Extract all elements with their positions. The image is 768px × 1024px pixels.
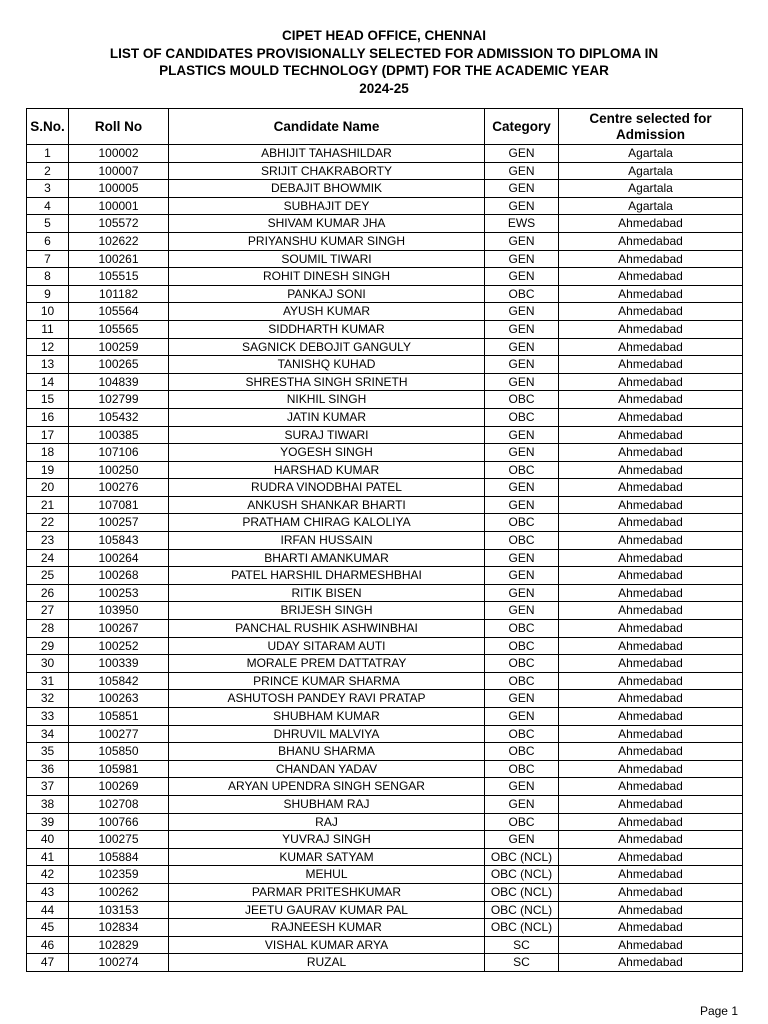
cell-roll-no: 105564 xyxy=(69,303,169,321)
cell-roll-no: 100265 xyxy=(69,356,169,374)
table-row xyxy=(27,584,743,602)
table-row xyxy=(27,690,743,708)
table-row xyxy=(27,444,743,462)
cell-category: GEN xyxy=(485,303,559,321)
cell-roll-no: 100001 xyxy=(69,197,169,215)
table-row xyxy=(27,672,743,690)
cell-sno: 2 xyxy=(27,162,69,180)
table-row xyxy=(27,936,743,954)
cell-category: OBC xyxy=(485,532,559,550)
table-row xyxy=(27,831,743,849)
cell-category: GEN xyxy=(485,567,559,585)
cell-centre: Ahmedabad xyxy=(559,373,743,391)
cell-centre: Ahmedabad xyxy=(559,848,743,866)
cell-centre: Ahmedabad xyxy=(559,901,743,919)
cell-centre: Ahmedabad xyxy=(559,549,743,567)
table-row xyxy=(27,883,743,901)
cell-candidate-name: BRIJESH SINGH xyxy=(169,602,485,620)
cell-candidate-name: TANISHQ KUHAD xyxy=(169,356,485,374)
cell-centre: Ahmedabad xyxy=(559,250,743,268)
cell-category: OBC xyxy=(485,408,559,426)
cell-centre: Ahmedabad xyxy=(559,637,743,655)
cell-candidate-name: CHANDAN YADAV xyxy=(169,760,485,778)
cell-sno: 46 xyxy=(27,936,69,954)
table-row xyxy=(27,725,743,743)
table-row xyxy=(27,496,743,514)
cell-roll-no: 100267 xyxy=(69,620,169,638)
table-row xyxy=(27,655,743,673)
cell-sno: 33 xyxy=(27,708,69,726)
cell-centre: Ahmedabad xyxy=(559,532,743,550)
table-row xyxy=(27,866,743,884)
cell-sno: 28 xyxy=(27,620,69,638)
cell-sno: 16 xyxy=(27,408,69,426)
cell-sno: 8 xyxy=(27,268,69,286)
cell-category: GEN xyxy=(485,338,559,356)
cell-sno: 4 xyxy=(27,197,69,215)
cell-roll-no: 102708 xyxy=(69,795,169,813)
table-row xyxy=(27,250,743,268)
cell-category: OBC xyxy=(485,285,559,303)
cell-roll-no: 100253 xyxy=(69,584,169,602)
cell-centre: Ahmedabad xyxy=(559,444,743,462)
cell-roll-no: 102829 xyxy=(69,936,169,954)
cell-centre: Ahmedabad xyxy=(559,954,743,972)
cell-centre: Ahmedabad xyxy=(559,303,743,321)
table-row xyxy=(27,620,743,638)
cell-category: OBC xyxy=(485,743,559,761)
cell-sno: 1 xyxy=(27,145,69,163)
title-line-1: CIPET HEAD OFFICE, CHENNAI xyxy=(281,28,486,43)
table-row xyxy=(27,760,743,778)
cell-candidate-name: JATIN KUMAR xyxy=(169,408,485,426)
table-row xyxy=(27,567,743,585)
column-header-candidate-name: Candidate Name xyxy=(169,109,485,145)
cell-centre: Ahmedabad xyxy=(559,602,743,620)
table-row xyxy=(27,532,743,550)
cell-roll-no: 100263 xyxy=(69,690,169,708)
cell-centre: Ahmedabad xyxy=(559,567,743,585)
cell-category: GEN xyxy=(485,795,559,813)
table-body xyxy=(27,145,743,972)
table-row xyxy=(27,813,743,831)
cell-sno: 21 xyxy=(27,496,69,514)
cell-roll-no: 102799 xyxy=(69,391,169,409)
cell-roll-no: 105565 xyxy=(69,320,169,338)
cell-sno: 40 xyxy=(27,831,69,849)
cell-sno: 45 xyxy=(27,919,69,937)
cell-centre: Ahmedabad xyxy=(559,426,743,444)
cell-sno: 37 xyxy=(27,778,69,796)
cell-sno: 41 xyxy=(27,848,69,866)
candidates-table xyxy=(26,108,743,972)
cell-category: OBC xyxy=(485,391,559,409)
cell-category: GEN xyxy=(485,778,559,796)
cell-roll-no: 100269 xyxy=(69,778,169,796)
cell-candidate-name: YUVRAJ SINGH xyxy=(169,831,485,849)
table-row xyxy=(27,602,743,620)
cell-sno: 15 xyxy=(27,391,69,409)
cell-sno: 12 xyxy=(27,338,69,356)
cell-roll-no: 100259 xyxy=(69,338,169,356)
cell-category: GEN xyxy=(485,373,559,391)
table-row xyxy=(27,901,743,919)
cell-centre: Ahmedabad xyxy=(559,338,743,356)
table-row xyxy=(27,215,743,233)
column-header-centre: Centre selected for Admission xyxy=(559,109,743,145)
cell-roll-no: 105884 xyxy=(69,848,169,866)
cell-roll-no: 100261 xyxy=(69,250,169,268)
cell-category: GEN xyxy=(485,320,559,338)
cell-centre: Ahmedabad xyxy=(559,866,743,884)
cell-candidate-name: ROHIT DINESH SINGH xyxy=(169,268,485,286)
cell-centre: Ahmedabad xyxy=(559,391,743,409)
cell-sno: 22 xyxy=(27,514,69,532)
cell-candidate-name: HARSHAD KUMAR xyxy=(169,461,485,479)
cell-sno: 23 xyxy=(27,532,69,550)
cell-category: SC xyxy=(485,954,559,972)
table-row xyxy=(27,232,743,250)
cell-roll-no: 102834 xyxy=(69,919,169,937)
cell-candidate-name: PANKAJ SONI xyxy=(169,285,485,303)
cell-category: OBC (NCL) xyxy=(485,901,559,919)
cell-category: GEN xyxy=(485,250,559,268)
cell-centre: Ahmedabad xyxy=(559,408,743,426)
table-row xyxy=(27,426,743,444)
cell-category: GEN xyxy=(485,268,559,286)
cell-roll-no: 100252 xyxy=(69,637,169,655)
cell-centre: Ahmedabad xyxy=(559,936,743,954)
cell-candidate-name: RUZAL xyxy=(169,954,485,972)
table-row xyxy=(27,303,743,321)
cell-roll-no: 100268 xyxy=(69,567,169,585)
cell-category: OBC (NCL) xyxy=(485,866,559,884)
cell-category: GEN xyxy=(485,162,559,180)
table-row xyxy=(27,954,743,972)
table-row xyxy=(27,461,743,479)
cell-category: GEN xyxy=(485,708,559,726)
cell-centre: Ahmedabad xyxy=(559,479,743,497)
cell-sno: 32 xyxy=(27,690,69,708)
cell-category: GEN xyxy=(485,549,559,567)
cell-category: GEN xyxy=(485,180,559,198)
table-row xyxy=(27,338,743,356)
cell-centre: Ahmedabad xyxy=(559,285,743,303)
cell-roll-no: 100262 xyxy=(69,883,169,901)
cell-candidate-name: RAJNEESH KUMAR xyxy=(169,919,485,937)
cell-centre: Ahmedabad xyxy=(559,496,743,514)
cell-centre: Agartala xyxy=(559,180,743,198)
cell-candidate-name: NIKHIL SINGH xyxy=(169,391,485,409)
cell-roll-no: 102622 xyxy=(69,232,169,250)
cell-candidate-name: YOGESH SINGH xyxy=(169,444,485,462)
cell-category: GEN xyxy=(485,496,559,514)
cell-category: GEN xyxy=(485,356,559,374)
table-row xyxy=(27,708,743,726)
cell-candidate-name: SHIVAM KUMAR JHA xyxy=(169,215,485,233)
cell-roll-no: 102359 xyxy=(69,866,169,884)
table-row xyxy=(27,637,743,655)
cell-sno: 39 xyxy=(27,813,69,831)
cell-candidate-name: RAJ xyxy=(169,813,485,831)
cell-candidate-name: SAGNICK DEBOJIT GANGULY xyxy=(169,338,485,356)
cell-sno: 17 xyxy=(27,426,69,444)
cell-centre: Ahmedabad xyxy=(559,356,743,374)
cell-sno: 30 xyxy=(27,655,69,673)
cell-sno: 13 xyxy=(27,356,69,374)
cell-candidate-name: KUMAR SATYAM xyxy=(169,848,485,866)
cell-category: GEN xyxy=(485,831,559,849)
table-row xyxy=(27,268,743,286)
cell-centre: Ahmedabad xyxy=(559,883,743,901)
cell-sno: 20 xyxy=(27,479,69,497)
cell-roll-no: 100002 xyxy=(69,145,169,163)
cell-sno: 6 xyxy=(27,232,69,250)
cell-category: EWS xyxy=(485,215,559,233)
cell-sno: 19 xyxy=(27,461,69,479)
cell-candidate-name: SHUBHAM RAJ xyxy=(169,795,485,813)
cell-candidate-name: MORALE PREM DATTATRAY xyxy=(169,655,485,673)
cell-centre: Ahmedabad xyxy=(559,795,743,813)
cell-candidate-name: SRIJIT CHAKRABORTY xyxy=(169,162,485,180)
cell-sno: 18 xyxy=(27,444,69,462)
table-row xyxy=(27,145,743,163)
table-row xyxy=(27,180,743,198)
cell-candidate-name: JEETU GAURAV KUMAR PAL xyxy=(169,901,485,919)
cell-category: OBC (NCL) xyxy=(485,919,559,937)
cell-category: GEN xyxy=(485,690,559,708)
cell-candidate-name: VISHAL KUMAR ARYA xyxy=(169,936,485,954)
table-row xyxy=(27,848,743,866)
cell-roll-no: 101182 xyxy=(69,285,169,303)
cell-sno: 3 xyxy=(27,180,69,198)
cell-roll-no: 100275 xyxy=(69,831,169,849)
cell-centre: Agartala xyxy=(559,145,743,163)
table-row xyxy=(27,373,743,391)
cell-sno: 27 xyxy=(27,602,69,620)
cell-sno: 35 xyxy=(27,743,69,761)
cell-centre: Ahmedabad xyxy=(559,215,743,233)
table-row xyxy=(27,391,743,409)
cell-category: GEN xyxy=(485,426,559,444)
cell-candidate-name: PRATHAM CHIRAG KALOLIYA xyxy=(169,514,485,532)
cell-candidate-name: SURAJ TIWARI xyxy=(169,426,485,444)
cell-roll-no: 100276 xyxy=(69,479,169,497)
page-number: Page 1 xyxy=(699,1004,738,1018)
table-row xyxy=(27,549,743,567)
cell-roll-no: 105981 xyxy=(69,760,169,778)
cell-roll-no: 100264 xyxy=(69,549,169,567)
table-row xyxy=(27,514,743,532)
cell-sno: 34 xyxy=(27,725,69,743)
column-header-roll-no: Roll No xyxy=(69,109,169,145)
cell-centre: Ahmedabad xyxy=(559,778,743,796)
cell-roll-no: 105572 xyxy=(69,215,169,233)
cell-category: OBC xyxy=(485,672,559,690)
cell-candidate-name: RUDRA VINODBHAI PATEL xyxy=(169,479,485,497)
cell-category: GEN xyxy=(485,145,559,163)
table-row xyxy=(27,356,743,374)
cell-roll-no: 100339 xyxy=(69,655,169,673)
cell-roll-no: 100007 xyxy=(69,162,169,180)
cell-centre: Ahmedabad xyxy=(559,813,743,831)
cell-candidate-name: PATEL HARSHIL DHARMESHBHAI xyxy=(169,567,485,585)
cell-category: SC xyxy=(485,936,559,954)
cell-roll-no: 100766 xyxy=(69,813,169,831)
cell-candidate-name: SHUBHAM KUMAR xyxy=(169,708,485,726)
cell-roll-no: 103153 xyxy=(69,901,169,919)
cell-candidate-name: PRIYANSHU KUMAR SINGH xyxy=(169,232,485,250)
cell-centre: Ahmedabad xyxy=(559,320,743,338)
cell-category: GEN xyxy=(485,232,559,250)
table-row xyxy=(27,197,743,215)
table-row xyxy=(27,408,743,426)
cell-category: GEN xyxy=(485,197,559,215)
cell-roll-no: 105850 xyxy=(69,743,169,761)
cell-roll-no: 100274 xyxy=(69,954,169,972)
cell-sno: 36 xyxy=(27,760,69,778)
cell-category: GEN xyxy=(485,444,559,462)
cell-category: OBC xyxy=(485,725,559,743)
cell-roll-no: 100257 xyxy=(69,514,169,532)
cell-category: GEN xyxy=(485,479,559,497)
cell-centre: Ahmedabad xyxy=(559,620,743,638)
cell-roll-no: 107081 xyxy=(69,496,169,514)
cell-category: OBC (NCL) xyxy=(485,848,559,866)
cell-centre: Ahmedabad xyxy=(559,760,743,778)
table-row xyxy=(27,743,743,761)
column-header-sno: S.No. xyxy=(27,109,69,145)
cell-candidate-name: SOUMIL TIWARI xyxy=(169,250,485,268)
cell-sno: 29 xyxy=(27,637,69,655)
cell-category: GEN xyxy=(485,584,559,602)
title-line-2: LIST OF CANDIDATES PROVISIONALLY SELECTED FOR ADMISSION TO DIPLOMA IN xyxy=(109,45,659,61)
cell-category: OBC xyxy=(485,514,559,532)
table-row xyxy=(27,479,743,497)
cell-category: OBC (NCL) xyxy=(485,883,559,901)
cell-centre: Agartala xyxy=(559,197,743,215)
table-row xyxy=(27,919,743,937)
cell-roll-no: 105851 xyxy=(69,708,169,726)
cell-category: OBC xyxy=(485,760,559,778)
cell-candidate-name: DHRUVIL MALVIYA xyxy=(169,725,485,743)
cell-roll-no: 104839 xyxy=(69,373,169,391)
cell-candidate-name: SHRESTHA SINGH SRINETH xyxy=(169,373,485,391)
cell-roll-no: 107106 xyxy=(69,444,169,462)
cell-sno: 43 xyxy=(27,883,69,901)
document-title xyxy=(0,27,768,97)
cell-candidate-name: ABHIJIT TAHASHILDAR xyxy=(169,145,485,163)
column-header-category: Category xyxy=(485,109,559,145)
cell-sno: 47 xyxy=(27,954,69,972)
cell-candidate-name: ASHUTOSH PANDEY RAVI PRATAP xyxy=(169,690,485,708)
cell-sno: 31 xyxy=(27,672,69,690)
table-row xyxy=(27,778,743,796)
cell-candidate-name: ANKUSH SHANKAR BHARTI xyxy=(169,496,485,514)
cell-candidate-name: AYUSH KUMAR xyxy=(169,303,485,321)
cell-candidate-name: IRFAN HUSSAIN xyxy=(169,532,485,550)
cell-centre: Ahmedabad xyxy=(559,584,743,602)
cell-roll-no: 100385 xyxy=(69,426,169,444)
cell-candidate-name: PRINCE KUMAR SHARMA xyxy=(169,672,485,690)
cell-centre: Ahmedabad xyxy=(559,672,743,690)
cell-centre: Ahmedabad xyxy=(559,831,743,849)
cell-centre: Ahmedabad xyxy=(559,655,743,673)
cell-roll-no: 100277 xyxy=(69,725,169,743)
cell-centre: Ahmedabad xyxy=(559,232,743,250)
cell-sno: 24 xyxy=(27,549,69,567)
cell-sno: 11 xyxy=(27,320,69,338)
cell-sno: 42 xyxy=(27,866,69,884)
cell-roll-no: 103950 xyxy=(69,602,169,620)
cell-centre: Ahmedabad xyxy=(559,514,743,532)
cell-candidate-name: ARYAN UPENDRA SINGH SENGAR xyxy=(169,778,485,796)
table-header-row xyxy=(27,109,743,145)
cell-sno: 38 xyxy=(27,795,69,813)
title-line-4: 2024-25 xyxy=(359,80,409,96)
cell-centre: Ahmedabad xyxy=(559,708,743,726)
table-row xyxy=(27,285,743,303)
cell-sno: 26 xyxy=(27,584,69,602)
cell-centre: Ahmedabad xyxy=(559,919,743,937)
cell-roll-no: 100005 xyxy=(69,180,169,198)
cell-candidate-name: PANCHAL RUSHIK ASHWINBHAI xyxy=(169,620,485,638)
cell-roll-no: 100250 xyxy=(69,461,169,479)
cell-centre: Ahmedabad xyxy=(559,461,743,479)
cell-centre: Ahmedabad xyxy=(559,725,743,743)
title-line-3: PLASTICS MOULD TECHNOLOGY (DPMT) FOR THE ACADEMIC YEAR xyxy=(159,63,609,78)
cell-centre: Ahmedabad xyxy=(559,690,743,708)
cell-roll-no: 105842 xyxy=(69,672,169,690)
cell-centre: Ahmedabad xyxy=(559,268,743,286)
cell-roll-no: 105432 xyxy=(69,408,169,426)
cell-category: OBC xyxy=(485,813,559,831)
cell-sno: 7 xyxy=(27,250,69,268)
cell-centre: Ahmedabad xyxy=(559,743,743,761)
cell-candidate-name: SIDDHARTH KUMAR xyxy=(169,320,485,338)
cell-candidate-name: RITIK BISEN xyxy=(169,584,485,602)
cell-sno: 14 xyxy=(27,373,69,391)
cell-centre: Agartala xyxy=(559,162,743,180)
table-row xyxy=(27,162,743,180)
cell-candidate-name: UDAY SITARAM AUTI xyxy=(169,637,485,655)
table-row xyxy=(27,320,743,338)
cell-sno: 10 xyxy=(27,303,69,321)
cell-roll-no: 105515 xyxy=(69,268,169,286)
cell-roll-no: 105843 xyxy=(69,532,169,550)
cell-sno: 44 xyxy=(27,901,69,919)
cell-candidate-name: BHARTI AMANKUMAR xyxy=(169,549,485,567)
cell-candidate-name: PARMAR PRITESHKUMAR xyxy=(169,883,485,901)
cell-candidate-name: BHANU SHARMA xyxy=(169,743,485,761)
cell-category: OBC xyxy=(485,461,559,479)
cell-category: GEN xyxy=(485,602,559,620)
cell-category: OBC xyxy=(485,620,559,638)
table-row xyxy=(27,795,743,813)
cell-candidate-name: DEBAJIT BHOWMIK xyxy=(169,180,485,198)
cell-candidate-name: MEHUL xyxy=(169,866,485,884)
cell-candidate-name: SUBHAJIT DEY xyxy=(169,197,485,215)
cell-category: OBC xyxy=(485,637,559,655)
cell-sno: 9 xyxy=(27,285,69,303)
cell-sno: 5 xyxy=(27,215,69,233)
cell-category: OBC xyxy=(485,655,559,673)
cell-sno: 25 xyxy=(27,567,69,585)
